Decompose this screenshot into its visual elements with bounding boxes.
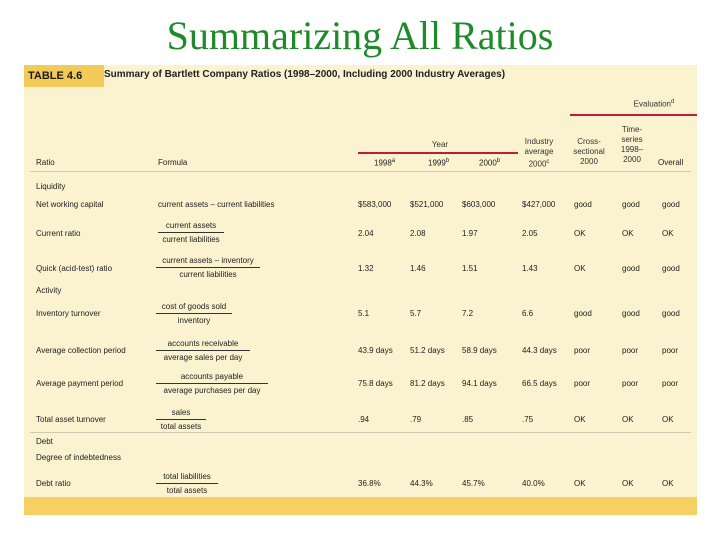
row-fraction-7 (156, 471, 218, 496)
fraction-numerator: total liabilities (163, 472, 211, 481)
row-2000-5: 94.1 days (462, 379, 497, 388)
row-fraction-2 (156, 255, 260, 280)
row-ratio-1: Current ratio (36, 229, 81, 238)
col-overall: Overall (658, 158, 684, 167)
row-2000-1: 1.97 (462, 229, 478, 238)
row-industry-6: .75 (522, 415, 534, 424)
row-2000-3: 7.2 (462, 309, 474, 318)
time-h4: 2000 (623, 155, 641, 164)
col-1998 (374, 158, 395, 168)
row-1998-4: 43.9 days (358, 346, 393, 355)
year-rule (358, 152, 518, 154)
row-overall-2: good (662, 264, 680, 273)
row-ratio-3: Inventory turnover (36, 309, 101, 318)
fraction-numerator: accounts receivable (167, 339, 239, 348)
row-1999-0: $521,000 (410, 200, 444, 209)
header-separator (30, 171, 691, 172)
section-liquidity: Liquidity (36, 182, 66, 191)
year-header: Year (431, 140, 449, 149)
col-2000 (479, 158, 500, 168)
industry-header (516, 137, 562, 170)
fraction-denominator: current liabilities (162, 235, 220, 244)
row-1998-3: 5.1 (358, 309, 370, 318)
fraction-denominator: current liabilities (179, 270, 237, 279)
row-1999-5: 81.2 days (410, 379, 445, 388)
row-2000-4: 58.9 days (462, 346, 497, 355)
row-1999-7: 44.3% (410, 479, 433, 488)
evaluation-header (614, 97, 694, 110)
industry-sup: c (546, 159, 550, 165)
time-series-header (612, 125, 652, 165)
row-cross-6: OK (574, 415, 586, 424)
row-ratio-4: Average collection period (36, 346, 126, 355)
row-1999-4: 51.2 days (410, 346, 445, 355)
row-fraction-6 (156, 407, 206, 432)
row-time-4: poor (622, 346, 639, 355)
row-fraction-1 (158, 220, 224, 245)
row-overall-3: good (662, 309, 680, 318)
cross-sectional-header (566, 137, 612, 167)
fraction-denominator: inventory (177, 316, 211, 325)
debt-separator (30, 432, 691, 433)
industry-h2: average (524, 147, 554, 156)
row-overall-6: OK (662, 415, 674, 424)
table-number: TABLE 4.6 (24, 65, 104, 87)
row-1999-1: 2.08 (410, 229, 426, 238)
row-cross-7: OK (574, 479, 586, 488)
row-1998-1: 2.04 (358, 229, 374, 238)
fraction-denominator: total assets (160, 422, 202, 431)
row-time-0: good (622, 200, 640, 209)
row-ratio-0: Net working capital (36, 200, 104, 209)
row-cross-4: poor (574, 346, 591, 355)
row-industry-5: 66.5 days (522, 379, 557, 388)
col-2000-sup: b (496, 158, 501, 164)
fraction-denominator: average purchases per day (163, 386, 261, 395)
row-2000-6: .85 (462, 415, 474, 424)
row-ratio-2: Quick (acid-test) ratio (36, 264, 113, 273)
section-activity: Activity (36, 286, 62, 295)
row-1998-2: 1.32 (358, 264, 374, 273)
table-caption: Summary of Bartlett Company Ratios (1998–2000, Including 2000 Industry Averages) (104, 69, 506, 80)
fraction-numerator: accounts payable (180, 372, 244, 381)
section-degree: Degree of indebtedness (36, 453, 121, 462)
row-1999-6: .79 (410, 415, 422, 424)
row-2000-0: $603,000 (462, 200, 496, 209)
row-overall-4: poor (662, 346, 679, 355)
row-industry-0: $427,000 (522, 200, 556, 209)
table-panel (24, 65, 697, 515)
row-cross-3: good (574, 309, 592, 318)
industry-h3: 2000 (528, 159, 547, 169)
time-h3: 1998– (620, 145, 644, 154)
time-h1: Time- (621, 125, 643, 134)
fraction-denominator: average sales per day (163, 353, 243, 362)
row-ratio-6: Total asset turnover (36, 415, 106, 424)
row-time-7: OK (622, 479, 634, 488)
slide-title: Summarizing All Ratios (166, 13, 554, 58)
row-ratio-7: Debt ratio (36, 479, 71, 488)
industry-h1: Industry (524, 137, 554, 146)
row-time-1: OK (622, 229, 634, 238)
col-1998-sup: a (391, 158, 396, 164)
row-2000-2: 1.51 (462, 264, 478, 273)
row-1998-0: $583,000 (358, 200, 392, 209)
row-fraction-4 (156, 338, 250, 363)
cross-h2: sectional (573, 147, 605, 156)
evaluation-rule (570, 114, 697, 116)
col-1998-label: 1998 (374, 158, 392, 168)
row-industry-7: 40.0% (522, 479, 545, 488)
row-1998-6: .94 (358, 415, 370, 424)
row-cross-0: good (574, 200, 592, 209)
panel-footer-band (24, 497, 697, 515)
evaluation-label: Evaluation (633, 99, 671, 109)
fraction-numerator: current assets – inventory (162, 256, 254, 265)
row-2000-7: 45.7% (462, 479, 485, 488)
row-overall-5: poor (662, 379, 679, 388)
fraction-denominator: total assets (166, 486, 208, 495)
col-1999-label: 1999 (428, 158, 446, 168)
col-formula: Formula (158, 158, 188, 167)
row-fraction-5 (156, 371, 268, 396)
row-1999-2: 1.46 (410, 264, 426, 273)
col-ratio: Ratio (36, 158, 55, 167)
time-h2: series (621, 135, 643, 144)
cross-h3: 2000 (580, 157, 598, 166)
fraction-numerator: current assets (165, 221, 217, 230)
row-formula-0: current assets – current liabilities (158, 200, 275, 209)
row-1999-3: 5.7 (410, 309, 422, 318)
row-industry-2: 1.43 (522, 264, 538, 273)
row-overall-7: OK (662, 479, 674, 488)
row-1998-5: 75.8 days (358, 379, 393, 388)
row-ratio-5: Average payment period (36, 379, 124, 388)
fraction-numerator: sales (171, 408, 191, 417)
row-industry-1: 2.05 (522, 229, 538, 238)
row-time-2: good (622, 264, 640, 273)
row-cross-2: OK (574, 264, 586, 273)
col-1999-sup: b (445, 158, 450, 164)
row-industry-3: 6.6 (522, 309, 534, 318)
fraction-numerator: cost of goods sold (161, 302, 227, 311)
col-1999 (428, 158, 449, 168)
row-time-3: good (622, 309, 640, 318)
section-debt: Debt (36, 437, 53, 446)
row-time-5: poor (622, 379, 639, 388)
row-overall-0: good (662, 200, 680, 209)
row-industry-4: 44.3 days (522, 346, 557, 355)
row-cross-5: poor (574, 379, 591, 388)
col-2000-label: 2000 (479, 158, 497, 168)
row-time-6: OK (622, 415, 634, 424)
cross-h1: Cross- (577, 137, 601, 146)
evaluation-sup: d (671, 99, 675, 105)
row-cross-1: OK (574, 229, 586, 238)
row-overall-1: OK (662, 229, 674, 238)
row-1998-7: 36.8% (358, 479, 381, 488)
row-fraction-3 (156, 301, 232, 326)
